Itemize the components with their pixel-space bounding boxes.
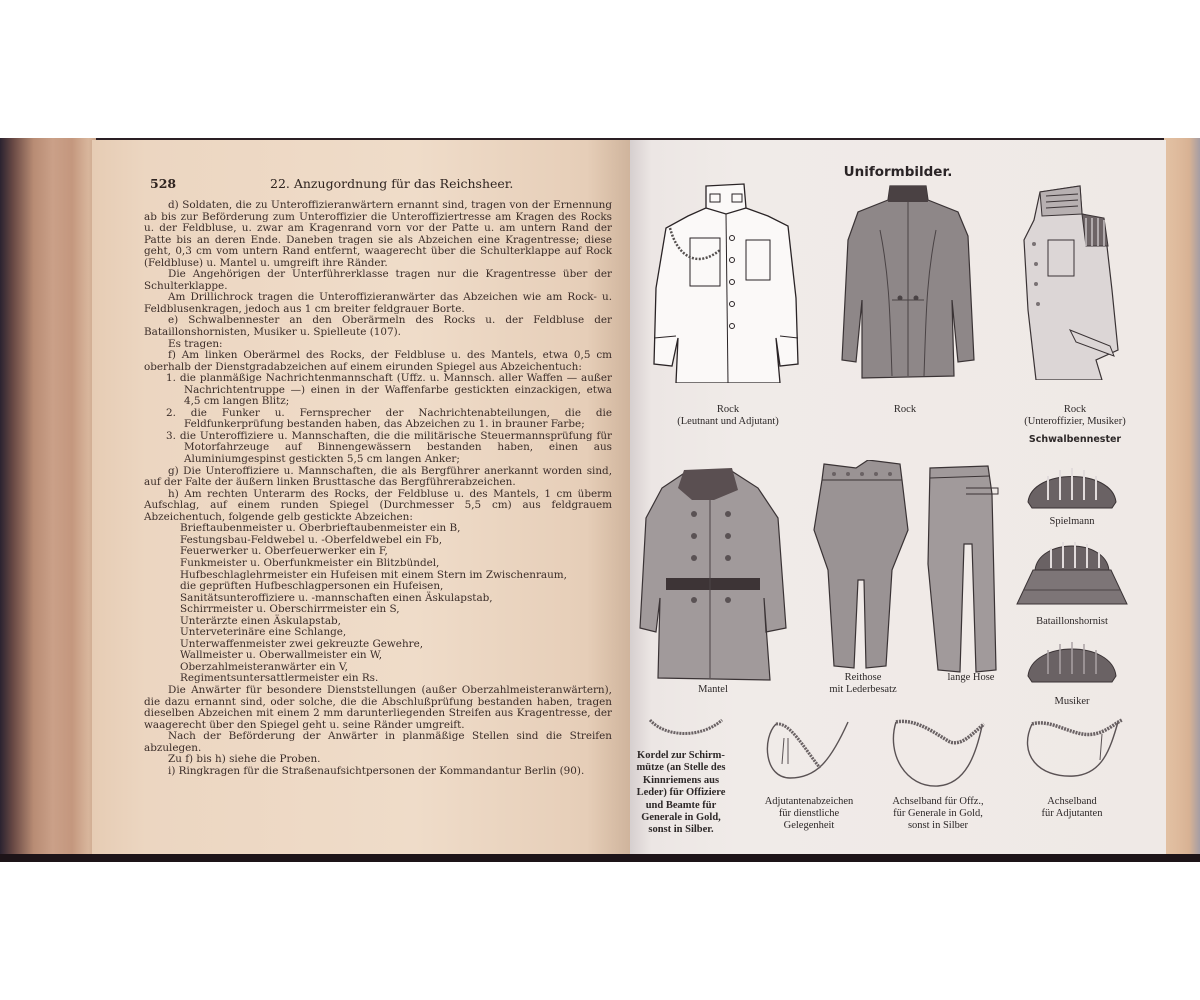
caption-line: mütze (an Stelle des xyxy=(636,762,726,774)
paragraph: Feuerwerker u. Oberfeuerwerker ein F, xyxy=(180,545,388,558)
paragraph: Brieftaubenmeister u. Oberbrieftaubenmeister ein B, xyxy=(180,522,461,535)
caption-adjutantenabzeichen xyxy=(740,796,878,832)
paragraph: Sanitätsunteroffiziere u. -mannschaften einen Äskulapstab, xyxy=(180,591,493,604)
book-bottom-shadow xyxy=(0,854,1200,862)
caption-line: lange Hose xyxy=(947,672,995,683)
right-page xyxy=(630,140,1166,856)
page-number: 528 xyxy=(150,176,177,191)
caption-line: für Generale in Gold, xyxy=(893,808,983,819)
caption-line: Generale in Gold, xyxy=(641,812,721,824)
paragraph: Am Drillichrock tragen die Unteroffizieranwärter das Abzeichen wie am Rock- u. Feldblusenkragen, jedoch aus 1 cm breiter feldgrauer Borte. xyxy=(144,291,612,315)
caption-achselband-offz xyxy=(866,796,1010,832)
paragraph: Oberzahlmeisteranwärter ein V, xyxy=(180,660,348,673)
kordel-illustration xyxy=(646,714,726,744)
caption-line: Adjutantenabzeichen xyxy=(764,796,854,807)
achselband-adj-illustration xyxy=(1018,714,1128,784)
caption-line: für Adjutanten xyxy=(1041,808,1103,819)
paragraph: Nach der Beförderung der Anwärter in planmäßige Stellen sind die Streifen abzulegen. xyxy=(144,730,612,754)
caption-mantel xyxy=(648,684,778,696)
body-text xyxy=(144,200,612,777)
achselband-offz-illustration xyxy=(886,714,990,794)
caption-line: sonst in Silber. xyxy=(648,824,714,836)
caption-line: Gelegenheit xyxy=(783,820,835,831)
adjutantenabzeichen-illustration xyxy=(760,718,856,788)
rock-leutnant-illustration xyxy=(648,178,808,383)
paragraph: 2. die Funker u. Fernsprecher der Nachrichtenabteilungen, die die Feldfunkerprüfung bestanden haben, das Abzeichen zu 1. in brauner Farbe; xyxy=(166,406,612,431)
caption-line: Leder) für Offiziere xyxy=(636,787,726,799)
caption-line: Mantel xyxy=(698,684,728,695)
paragraph: 3. die Unteroffiziere u. Mannschaften, die die militärische Steuermannsprüfung für Motorfahrzeuge auf Binnengewässern bestanden haben, einen aus Aluminiumgespinst gestickten 5,5 cm langen Anker; xyxy=(166,429,612,466)
caption-line: Rock xyxy=(1063,404,1087,415)
paragraph: Die Anwärter für besondere Dienststellungen (außer Oberzahlmeisteranwärtern), die dazu ernannt sind, oder solche, die die Abschlußprüfung bestanden haben, tragen dieselben Abzeichen mit einem 2 mm darunterliegenden Streifen aus Kragentresse, der waagerecht über den Spiegel geht u. seine Ränder umgreift. xyxy=(144,683,612,731)
caption-rock-back xyxy=(835,404,975,416)
paragraph: Unterärzte einen Äskulapstab, xyxy=(180,614,341,627)
paragraph: e) Schwalbennester an den Oberärmeln des Rocks u. der Feldbluse der Bataillonshornisten, Musiker u. Spielleute (107). xyxy=(144,314,612,339)
caption-line: sonst in Silber xyxy=(907,820,969,831)
caption-line: Kordel zur Schirm- xyxy=(637,750,725,761)
chapter-title: 22. Anzugordnung für das Reichsheer. xyxy=(270,176,514,191)
caption-musiker: Musiker xyxy=(1054,696,1090,707)
caption-line: für dienstliche xyxy=(778,808,840,819)
page-stack-left xyxy=(0,138,96,858)
caption-line: Reithose xyxy=(844,672,882,683)
caption-rock-unteroffizier xyxy=(990,404,1160,428)
paragraph: h) Am rechten Unterarm des Rocks, der Feldbluse u. des Mantels, 1 cm überm Aufschlag, auf einem runden Spiegel (Durchmesser 5,5 cm) aus feldgrauem Abzeichentuch, folgende gelb gestickte Abzeichen: xyxy=(144,487,612,523)
caption-line: Kinnriemens aus xyxy=(642,774,720,786)
paragraph: Es tragen: xyxy=(168,337,223,350)
page-stack-right xyxy=(1164,138,1200,858)
caption-rock-leutnant xyxy=(638,404,818,428)
caption-bataillonshornist: Bataillonshornist xyxy=(1036,616,1108,627)
caption-line: und Beamte für xyxy=(645,799,717,811)
caption-line: mit Lederbesatz xyxy=(829,684,897,695)
rock-unteroffizier-illustration xyxy=(1020,180,1130,380)
schwalbennest-bataillonshornist-icon xyxy=(1015,534,1129,612)
caption-lange-hose xyxy=(916,672,1026,684)
lange-hose-illustration xyxy=(926,464,1006,674)
paragraph: Wallmeister u. Oberwallmeister ein W, xyxy=(180,649,383,662)
paragraph: Die Angehörigen der Unterführerklasse tragen nur die Kragentresse über der Schulterklappe. xyxy=(144,268,612,292)
paragraph: die geprüften Hufbeschlagpersonen ein Hufeisen, xyxy=(180,580,444,593)
caption-line: (Unteroffizier, Musiker) xyxy=(1024,416,1126,427)
caption-line: Rock xyxy=(893,404,917,415)
paragraph: Unterveterinäre eine Schlange, xyxy=(180,626,347,639)
caption-line: Achselband für Offz., xyxy=(892,796,984,807)
paragraph: d) Soldaten, die zu Unteroffizieranwärtern ernannt sind, tragen von der Ernennung ab bis zur Beförderung zum Unteroffizier die Unteroffiziertresse am Kragen des Rocks u. der Feldbluse, u. zwar am Kragenrand vorn vor der Patte u. am untern Rand der Patte bis an deren Ende. Daneben tragen sie als Abzeichen eine Kragentresse; diese geht, 0,3 cm vom untern Rand entfernt, waagerecht über die Schulterklappe auf Rock (Feldbluse) u. Mantel u. umgreift ihre Ränder. xyxy=(144,199,612,269)
schwalbennest-spielmann-icon xyxy=(1022,458,1122,512)
rock-back-illustration xyxy=(840,180,975,380)
caption-reithose xyxy=(798,672,928,696)
open-book xyxy=(0,138,1200,862)
mantel-illustration xyxy=(638,458,788,683)
schwalbennest-musiker-icon xyxy=(1022,634,1122,686)
paragraph: Zu f) bis h) siehe die Proben. xyxy=(168,753,321,766)
left-page xyxy=(92,140,630,856)
paragraph: Festungsbau-Feldwebel u. -Oberfeldwebel ein Fb, xyxy=(180,533,443,546)
paragraph: i) Ringkragen für die Straßenaufsichtpersonen der Kommandantur Berlin (90). xyxy=(168,764,585,777)
caption-spielmann: Spielmann xyxy=(1049,516,1095,527)
paragraph: Regimentsuntersattlermeister ein Rs. xyxy=(180,672,379,685)
caption-achselband-adj xyxy=(1014,796,1130,820)
schwalbennester-heading: Schwalbennester xyxy=(1028,434,1122,445)
paragraph: Unterwaffenmeister zwei gekreuzte Gewehre, xyxy=(180,637,424,650)
running-head xyxy=(150,176,610,194)
paragraph: g) Die Unteroffiziere u. Mannschaften, die als Bergführer anerkannt worden sind, auf der Falte der äußern linken Brusttasche das Bergführerabzeichen. xyxy=(144,464,612,489)
paragraph: f) Am linken Oberärmel des Rocks, der Feldbluse u. des Mantels, etwa 0,5 cm oberhalb der Dienstgradabzeichen auf einem eirunden Spiegel aus Abzeichentuch: xyxy=(144,349,612,373)
paragraph: 1. die planmäßige Nachrichtenmannschaft (Uffz. u. Mannsch. aller Waffen — außer Nachrichtentruppe —) einen in der Waffenfarbe gestickten einzackigen, etwa 4,5 cm langen Blitz; xyxy=(166,372,612,408)
caption-line: Achselband xyxy=(1047,796,1097,807)
caption-line: Rock xyxy=(716,404,740,415)
paragraph: Funkmeister u. Oberfunkmeister ein Blitzbündel, xyxy=(180,556,440,569)
caption-kordel xyxy=(622,750,740,837)
caption-line: (Leutnant und Adjutant) xyxy=(677,416,779,427)
reithose-illustration xyxy=(812,460,912,670)
paragraph: Schirrmeister u. Oberschirrmeister ein S, xyxy=(180,603,400,616)
plate-title: Uniformbilder. xyxy=(843,164,953,180)
paragraph: Hufbeschlaglehrmeister ein Hufeisen mit einem Stern im Zwischenraum, xyxy=(180,568,567,581)
